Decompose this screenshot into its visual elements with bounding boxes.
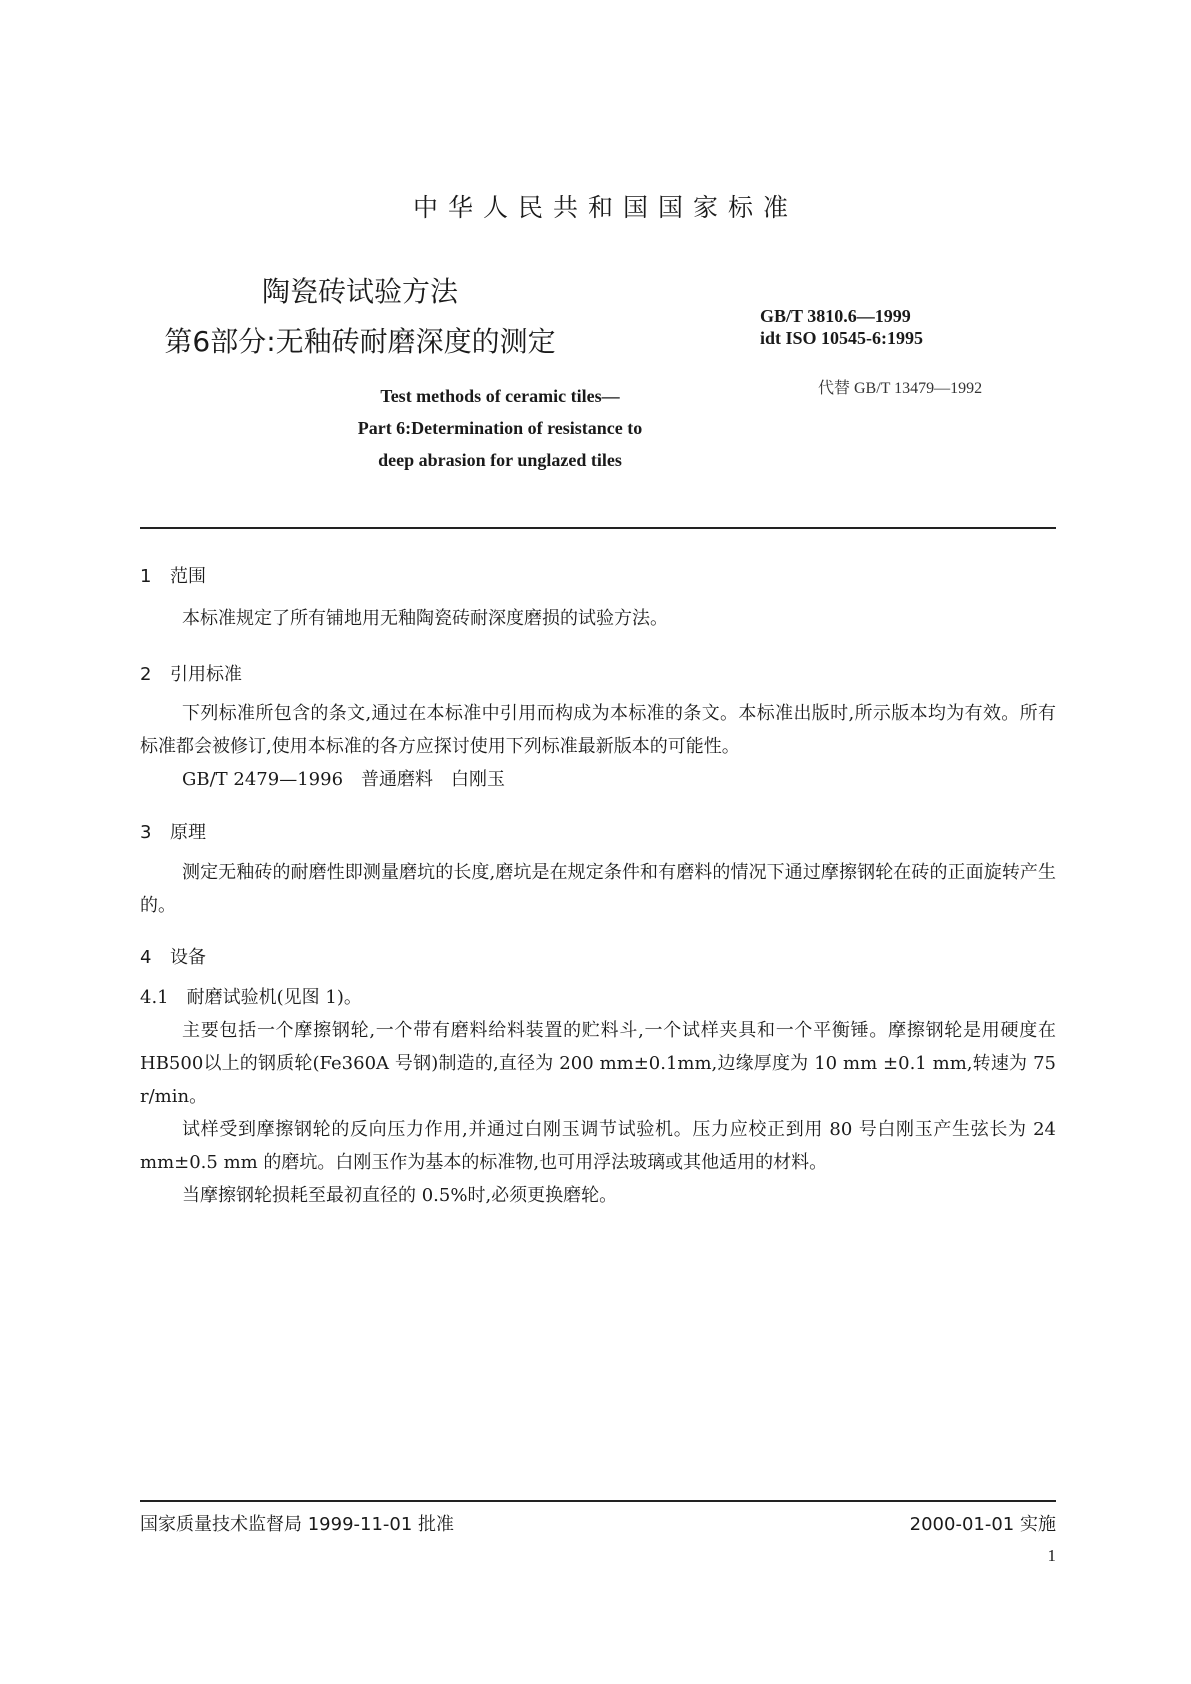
standard-codes <box>760 305 1020 349</box>
english-title-line-3: deep abrasion for unglazed tiles <box>378 450 622 470</box>
english-title <box>300 380 700 476</box>
section-4-paragraph-1: 主要包括一个摩擦钢轮,一个带有磨料给料装置的贮料斗,一个试样夹具和一个平衡锤。摩擦钢轮是用硬度在HB500以上的钢质轮(Fe360A 号钢)制造的,直径为 200 mm±0.1mm,边缘厚度为 10 mm ±0.1 mm,转速为 75 r/min。 <box>140 1020 1056 1107</box>
effective-date: 2000-01-01 实施 <box>909 1514 1056 1535</box>
section-3-text: 测定无釉砖的耐磨性即测量磨坑的长度,磨坑是在规定条件和有磨料的情况下通过摩擦钢轮在砖的正面旋转产生的。 <box>140 862 1056 916</box>
subsection-4-1: 4.1 耐磨试验机(见图 1)。 <box>140 987 362 1008</box>
section-title: 范围 <box>170 566 206 587</box>
english-title-line-2: Part 6:Determination of resistance to <box>357 418 643 438</box>
document-title-line-1: 陶瓷砖试验方法 <box>261 275 458 308</box>
english-title-line-1: Test methods of ceramic tiles— <box>380 386 620 406</box>
footer-divider <box>140 1500 1056 1502</box>
section-1-heading <box>140 562 206 588</box>
section-title: 设备 <box>170 947 206 968</box>
section-4-heading <box>140 943 206 969</box>
section-1-text: 本标准规定了所有铺地用无釉陶瓷砖耐深度磨损的试验方法。 <box>182 608 668 629</box>
reference-standard: GB/T 2479—1996 普通磨料 白刚玉 <box>182 769 506 790</box>
section-4-paragraph-2: 试样受到摩擦钢轮的反向压力作用,并通过白刚玉调节试验机。压力应校正到用 80 号白刚玉产生弦长为 24 mm±0.5 mm 的磨坑。白刚玉作为基本的标准物,也可用浮法玻璃或其他适用的材料。 <box>140 1119 1056 1173</box>
national-standard-title: 中华人民共和国国家标准 <box>412 193 798 222</box>
section-title: 引用标准 <box>170 664 242 685</box>
standard-number: GB/T 3810.6—1999 <box>760 306 911 326</box>
section-title: 原理 <box>170 822 206 843</box>
section-2-text: 下列标准所包含的条文,通过在本标准中引用而构成为本标准的条文。本标准出版时,所示版本均为有效。所有标准都会被修订,使用本标准的各方应探讨使用下列标准最新版本的可能性。 <box>140 703 1056 757</box>
header-divider <box>140 527 1056 529</box>
approval-date: 国家质量技术监督局 1999-11-01 批准 <box>140 1514 455 1535</box>
section-number: 2 <box>140 664 152 685</box>
replaces-standard: 代替 GB/T 13479—1992 <box>818 380 983 397</box>
page-number: 1 <box>1047 1546 1056 1565</box>
section-4-paragraph-3: 当摩擦钢轮损耗至最初直径的 0.5%时,必须更换磨轮。 <box>182 1185 618 1206</box>
document-title-line-2: 第6部分:无釉砖耐磨深度的测定 <box>164 325 556 358</box>
section-number: 4 <box>140 947 152 968</box>
section-2-heading <box>140 660 242 686</box>
idt-number: idt ISO 10545-6:1995 <box>760 328 924 348</box>
section-3-heading <box>140 818 206 844</box>
section-number: 3 <box>140 822 152 843</box>
section-number: 1 <box>140 566 152 587</box>
